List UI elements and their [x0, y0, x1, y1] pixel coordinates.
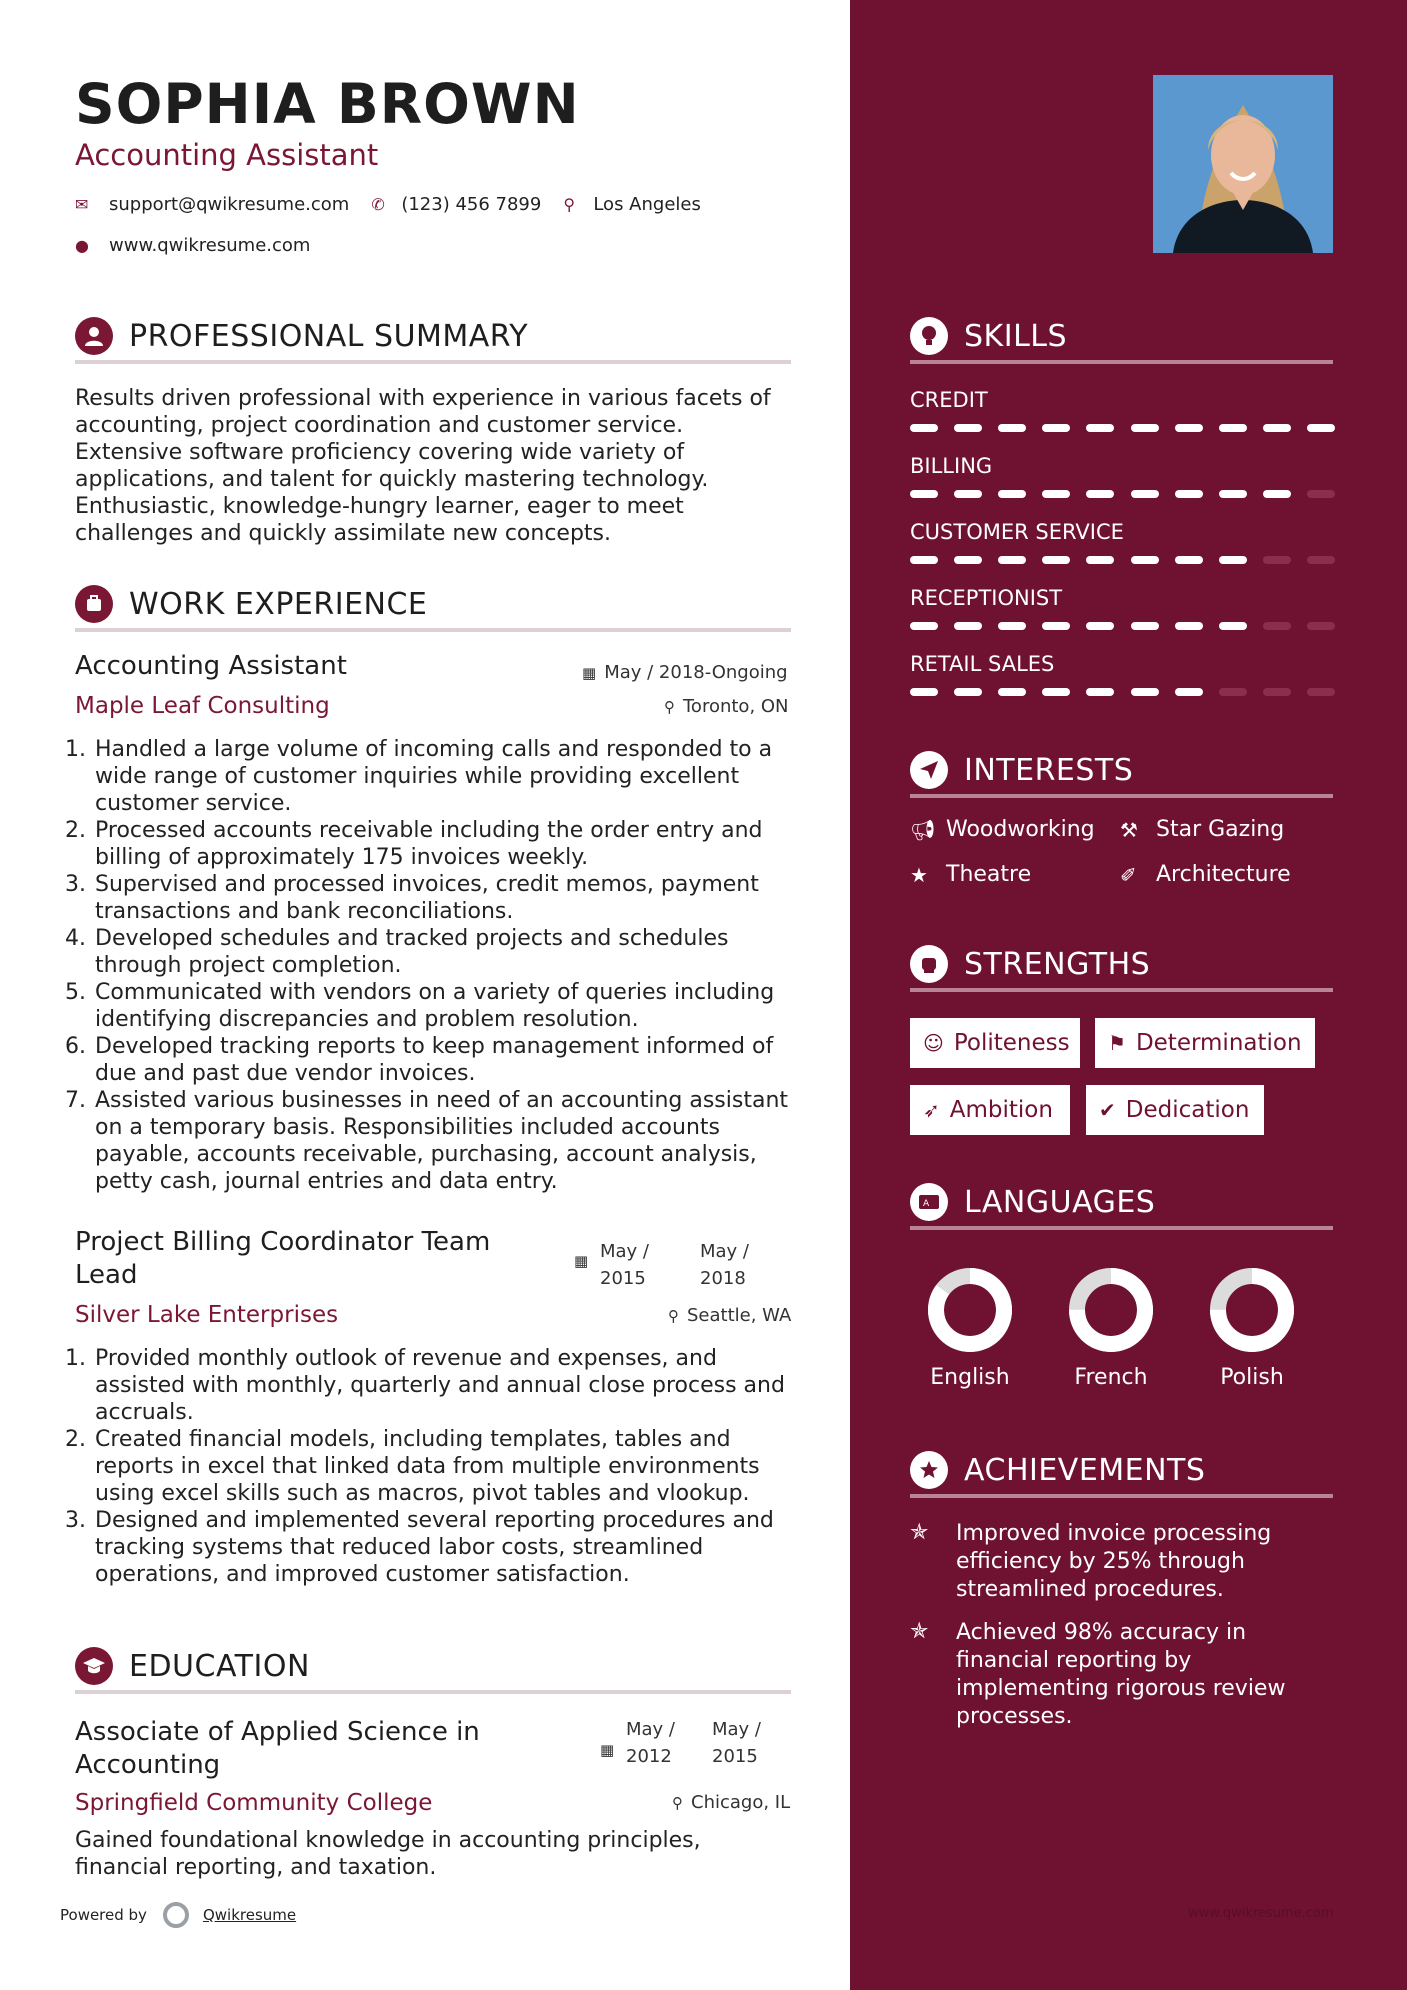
- strength-label: Dedication: [1125, 1097, 1250, 1123]
- skill-level-segment: [910, 688, 938, 696]
- skill-level-bar: [910, 688, 1335, 696]
- list-item: 2. Created financial models, including templates, tables and reports in excel that linked data from multiple environments using excel skills such as macros, pivot tables and vlookup.: [93, 1426, 813, 1507]
- achievement-text: Achieved 98% accuracy in financial reporting by implementing rigorous review processes.: [956, 1620, 1286, 1729]
- pin-icon: ⚲: [664, 697, 675, 716]
- profile-photo: [1153, 75, 1333, 253]
- briefcase-icon: [75, 585, 113, 623]
- skill-level-segment: [1263, 622, 1291, 630]
- skill-level-segment: [1175, 622, 1203, 630]
- skill-level-segment: [1042, 556, 1070, 564]
- website-link[interactable]: www.qwikresume.com: [109, 235, 311, 256]
- skill-level-segment: [1131, 424, 1159, 432]
- skill-level-segment: [1131, 490, 1159, 498]
- phone-icon: ✆: [371, 195, 385, 214]
- job-location-text: Toronto, ON: [683, 696, 789, 717]
- language-name: French: [1074, 1365, 1148, 1390]
- skill-level-segment: [1175, 424, 1203, 432]
- calendar-icon: ▦: [582, 663, 597, 682]
- skill-name: RECEPTIONIST: [910, 586, 1063, 610]
- qwikresume-logo-icon: [163, 1902, 189, 1928]
- candidate-name: SOPHIA BROWN: [75, 72, 580, 136]
- skill-level-segment: [1131, 622, 1159, 630]
- phone-text: (123) 456 7899: [401, 194, 542, 215]
- strength-label: Determination: [1135, 1030, 1302, 1056]
- skill-level-segment: [1042, 688, 1070, 696]
- job-bullets: [75, 1345, 813, 1588]
- skill-level-segment: [1042, 490, 1070, 498]
- skill-level-bar: [910, 490, 1335, 498]
- skill-level-segment: [954, 688, 982, 696]
- flag-icon: ⚑: [1108, 1031, 1126, 1055]
- paper-plane-icon: [910, 751, 948, 789]
- skill-level-segment: [1086, 622, 1114, 630]
- smile-icon: ☺: [923, 1031, 944, 1055]
- list-item: 3. Supervised and processed invoices, credit memos, payment transactions and bank reconciliations.: [93, 871, 813, 925]
- qwikresume-link[interactable]: Qwikresume: [202, 1906, 297, 1924]
- translate-icon: [910, 1183, 948, 1221]
- job-company: Maple Leaf Consulting: [75, 693, 330, 719]
- shooting-star-icon: ✯: [910, 1520, 929, 1545]
- list-item: 1. Provided monthly outlook of revenue and expenses, and assisted with monthly, quarterly and annual close process and accruals.: [93, 1345, 813, 1426]
- list-item: 2. Processed accounts receivable including the order entry and billing of approximately 175 invoices weekly.: [93, 817, 813, 871]
- skill-level-bar: [910, 556, 1335, 564]
- contact-row: [75, 194, 723, 215]
- job-location: [664, 696, 789, 717]
- skill-level-segment: [1307, 622, 1335, 630]
- skill-level-segment: [1307, 490, 1335, 498]
- job-end-date: May / 2018: [700, 1241, 749, 1289]
- job-title: Accounting Assistant: [75, 651, 347, 681]
- skill-level-segment: [954, 424, 982, 432]
- skill-level-segment: [1175, 688, 1203, 696]
- education-heading: EDUCATION: [129, 1648, 310, 1684]
- website-row: [75, 235, 332, 256]
- globe-icon: ●: [75, 236, 89, 255]
- achievements-heading: ACHIEVEMENTS: [964, 1452, 1206, 1488]
- education-text: Gained foundational knowledge in accounting principles, financial reporting, and taxation.: [75, 1828, 701, 1880]
- job-bullets: [75, 736, 813, 1195]
- job-start-date: May / 2015: [600, 1241, 649, 1289]
- summary-header: [75, 312, 791, 364]
- candidate-title: Accounting Assistant: [75, 138, 379, 172]
- award-star-icon: [910, 1451, 948, 1489]
- language-item: [1051, 1265, 1171, 1390]
- achievement-item: [910, 1520, 1330, 1604]
- language-item: [910, 1265, 1030, 1390]
- skill-level-segment: [1175, 490, 1203, 498]
- powered-by-label: Powered by: [60, 1906, 147, 1924]
- summary-text: Results driven professional with experience in various facets of accounting, project coordination and customer service. Extensive software proficiency covering wide variety of applications, and talent for quickly mastering technology. Enthusiastic, knowledge-hungry learner, eager to meet challenges and quickly assimilate new concepts.: [75, 386, 771, 546]
- skill-level-segment: [1175, 556, 1203, 564]
- check-circle-icon: ✔: [1099, 1098, 1116, 1122]
- languages-header: [910, 1178, 1333, 1230]
- skill-level-segment: [998, 556, 1026, 564]
- interest-item: [1120, 862, 1291, 887]
- list-item: 1. Handled a large volume of incoming calls and responded to a wide range of customer inquiries while providing excellent customer service.: [93, 736, 813, 817]
- skill-level-segment: [1131, 556, 1159, 564]
- skill-level-segment: [998, 424, 1026, 432]
- skill-level-segment: [954, 556, 982, 564]
- language-level-ring: [1207, 1265, 1297, 1355]
- megaphone-icon: 📢︎: [910, 817, 936, 842]
- edu-end-date: May / 2015: [712, 1719, 761, 1767]
- footer-website: www.qwikresume.com: [1188, 1906, 1334, 1921]
- star-icon: ★: [910, 862, 928, 887]
- skill-level-segment: [1219, 688, 1247, 696]
- language-level-ring: [925, 1265, 1015, 1355]
- pencil-ruler-icon: ✐: [1120, 862, 1137, 887]
- skill-level-segment: [1086, 424, 1114, 432]
- fist-icon: [910, 945, 948, 983]
- gavel-icon: ⚒: [1120, 817, 1138, 842]
- skill-level-segment: [1131, 688, 1159, 696]
- pin-icon: ⚲: [668, 1306, 679, 1325]
- powered-by: [60, 1902, 296, 1928]
- job-location: [668, 1305, 791, 1326]
- job-date: [582, 662, 788, 683]
- interest-label: Theatre: [946, 862, 1032, 887]
- skill-level-segment: [910, 424, 938, 432]
- skill-level-segment: [1086, 490, 1114, 498]
- strength-label: Politeness: [953, 1030, 1070, 1056]
- interest-label: Woodworking: [946, 817, 1095, 842]
- education-header: [75, 1642, 791, 1694]
- skill-level-segment: [1219, 424, 1247, 432]
- skill-name: CREDIT: [910, 388, 988, 412]
- envelope-icon: ✉: [75, 195, 89, 214]
- list-item: 6. Developed tracking reports to keep management informed of due and past due vendor invoices.: [93, 1033, 813, 1087]
- achievement-text: Improved invoice processing efficiency by 25% through streamlined procedures.: [956, 1521, 1272, 1602]
- skill-level-segment: [1307, 424, 1335, 432]
- calendar-icon: ▦: [574, 1252, 589, 1270]
- skill-level-segment: [1263, 688, 1291, 696]
- list-item: 5. Communicated with vendors on a variety of queries including identifying discrepancies and problem resolution.: [93, 979, 813, 1033]
- edu-location: [672, 1792, 790, 1813]
- strengths-heading: STRENGTHS: [964, 946, 1151, 982]
- skill-name: CUSTOMER SERVICE: [910, 520, 1124, 544]
- school-name: Springfield Community College: [75, 1790, 433, 1816]
- skill-level-segment: [1042, 424, 1070, 432]
- interest-label: Architecture: [1156, 862, 1291, 887]
- graduation-cap-icon: [75, 1647, 113, 1685]
- achievements-header: [910, 1446, 1333, 1498]
- languages-heading: LANGUAGES: [964, 1184, 1156, 1220]
- strength-tag: [910, 1018, 1080, 1068]
- experience-header: [75, 580, 791, 632]
- skill-level-segment: [1042, 622, 1070, 630]
- map-pin-icon: ⚲: [563, 195, 576, 214]
- job-location-text: Seattle, WA: [687, 1305, 792, 1326]
- skill-level-segment: [910, 490, 938, 498]
- skill-level-segment: [1219, 556, 1247, 564]
- job-company: Silver Lake Enterprises: [75, 1302, 339, 1328]
- job-date-text: May / 2018-Ongoing: [604, 662, 788, 683]
- interest-label: Star Gazing: [1156, 817, 1285, 842]
- skill-level-segment: [910, 556, 938, 564]
- strength-tag: [1095, 1018, 1315, 1068]
- language-item: [1192, 1265, 1312, 1390]
- pin-icon: ⚲: [672, 1793, 683, 1812]
- skills-header: [910, 312, 1333, 364]
- skill-level-segment: [910, 622, 938, 630]
- skill-level-segment: [1219, 622, 1247, 630]
- user-icon: [75, 317, 113, 355]
- list-item: 7. Assisted various businesses in need of an accounting assistant on a temporary basis. Responsibilities included accounts payable, accounts receivable, purchasing, account analysis, petty cash, journal entries and data entry.: [93, 1087, 813, 1195]
- skill-level-segment: [1086, 556, 1114, 564]
- skill-level-bar: [910, 622, 1335, 630]
- skill-name: BILLING: [910, 454, 993, 478]
- svg-text:A: A: [923, 1199, 930, 1209]
- skill-level-segment: [954, 622, 982, 630]
- skill-level-segment: [1086, 688, 1114, 696]
- interest-item: [910, 862, 1031, 887]
- skill-level-segment: [1307, 688, 1335, 696]
- lightbulb-icon: [910, 317, 948, 355]
- language-name: Polish: [1220, 1365, 1284, 1390]
- degree-title: Associate of Applied Science in Accounting: [75, 1717, 480, 1780]
- skill-level-segment: [954, 490, 982, 498]
- language-level-ring: [1066, 1265, 1156, 1355]
- skill-level-segment: [1263, 490, 1291, 498]
- strength-label: Ambition: [949, 1097, 1053, 1123]
- skill-name: RETAIL SALES: [910, 652, 1055, 676]
- email-link[interactable]: support@qwikresume.com: [109, 194, 350, 215]
- skill-level-bar: [910, 424, 1335, 432]
- edu-location-text: Chicago, IL: [691, 1792, 791, 1813]
- skill-level-segment: [998, 688, 1026, 696]
- strength-tag: [1086, 1085, 1264, 1135]
- interests-heading: INTERESTS: [964, 752, 1134, 788]
- strengths-header: [910, 940, 1333, 992]
- strength-tag: [910, 1085, 1070, 1135]
- interest-item: [910, 817, 1095, 842]
- skill-level-segment: [998, 622, 1026, 630]
- skill-level-segment: [1307, 556, 1335, 564]
- list-item: 4. Developed schedules and tracked projects and schedules through project completion.: [93, 925, 813, 979]
- experience-heading: WORK EXPERIENCE: [129, 586, 428, 622]
- skill-level-segment: [1263, 424, 1291, 432]
- summary-heading: PROFESSIONAL SUMMARY: [129, 318, 529, 354]
- skill-level-segment: [1263, 556, 1291, 564]
- edu-start-date: May / 2012: [626, 1719, 675, 1767]
- skills-heading: SKILLS: [964, 318, 1068, 354]
- interest-item: [1120, 817, 1284, 842]
- shooting-star-icon: ✯: [910, 1619, 929, 1644]
- skill-level-segment: [998, 490, 1026, 498]
- list-item: 3. Designed and implemented several reporting procedures and tracking systems that reduced labor costs, streamlined operations, and improved customer satisfaction.: [93, 1507, 813, 1588]
- job-title: Project Billing Coordinator Team Lead: [75, 1227, 491, 1290]
- language-name: English: [930, 1365, 1010, 1390]
- calendar-icon: ▦: [600, 1741, 615, 1759]
- achievement-item: [910, 1619, 1330, 1731]
- skill-level-segment: [1219, 490, 1247, 498]
- rocket-icon: ➶: [923, 1098, 940, 1122]
- interests-header: [910, 746, 1333, 798]
- location-text: Los Angeles: [593, 194, 701, 215]
